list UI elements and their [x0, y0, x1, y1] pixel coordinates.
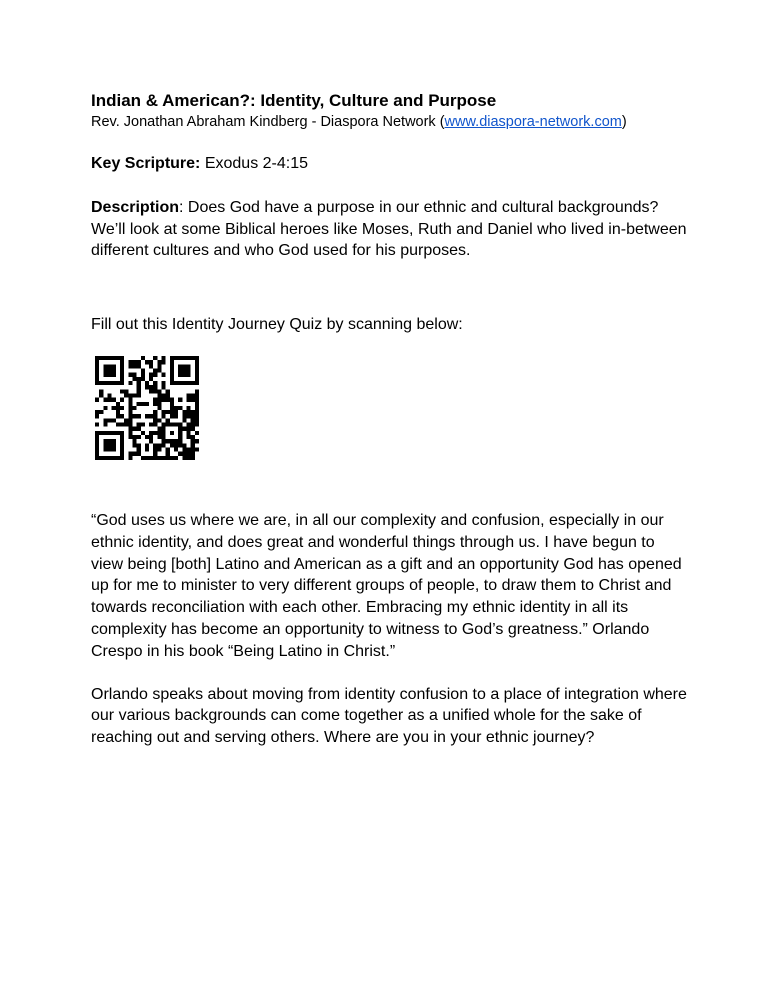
- diaspora-network-link[interactable]: www.diaspora-network.com: [444, 114, 622, 130]
- description-label: Description: [91, 198, 180, 216]
- document-page: [91, 91, 691, 749]
- description: [91, 197, 691, 262]
- description-text: : Does God have a purpose in our ethnic and cultural backgrounds? We’ll look at some Biblical heroes like Moses, Ruth and Daniel who lived in-between different cultures and who God used for his purposes.: [91, 198, 687, 260]
- key-scripture-label: Key Scripture:: [91, 155, 201, 172]
- key-scripture-value: Exodus 2-4:15: [200, 155, 308, 172]
- byline: [91, 111, 691, 133]
- closing-paragraph: Orlando speaks about moving from identity confusion to a place of integration where our various backgrounds can come together as a unified whole for the sake of reaching out and serving others. Where are you in your ethnic journey?: [91, 685, 687, 747]
- key-scripture: [91, 153, 691, 175]
- document-title: Indian & American?: Identity, Culture and Purpose: [91, 91, 497, 110]
- quiz-prompt: Fill out this Identity Journey Quiz by scanning below:: [91, 316, 463, 334]
- crespo-quote: “God uses us where we are, in all our complexity and confusion, especially in our ethnic identity, and does great and wonderful things through us. I have begun to view being [both] Latino and American as a gift and an opportunity God has opened up for me to minister to very different groups of people, to draw them to Christ and towards reconciliation with each other. Embracing my ethnic identity in all its complexity has become an opportunity to witness to God’s greatness.” Orlando Crespo in his book “Being Latino in Christ.”: [91, 511, 682, 660]
- byline-author: Rev. Jonathan Abraham Kindberg - Diaspora Network (: [91, 114, 445, 130]
- qr-code-icon[interactable]: [95, 356, 199, 460]
- byline-suffix: ): [621, 114, 627, 130]
